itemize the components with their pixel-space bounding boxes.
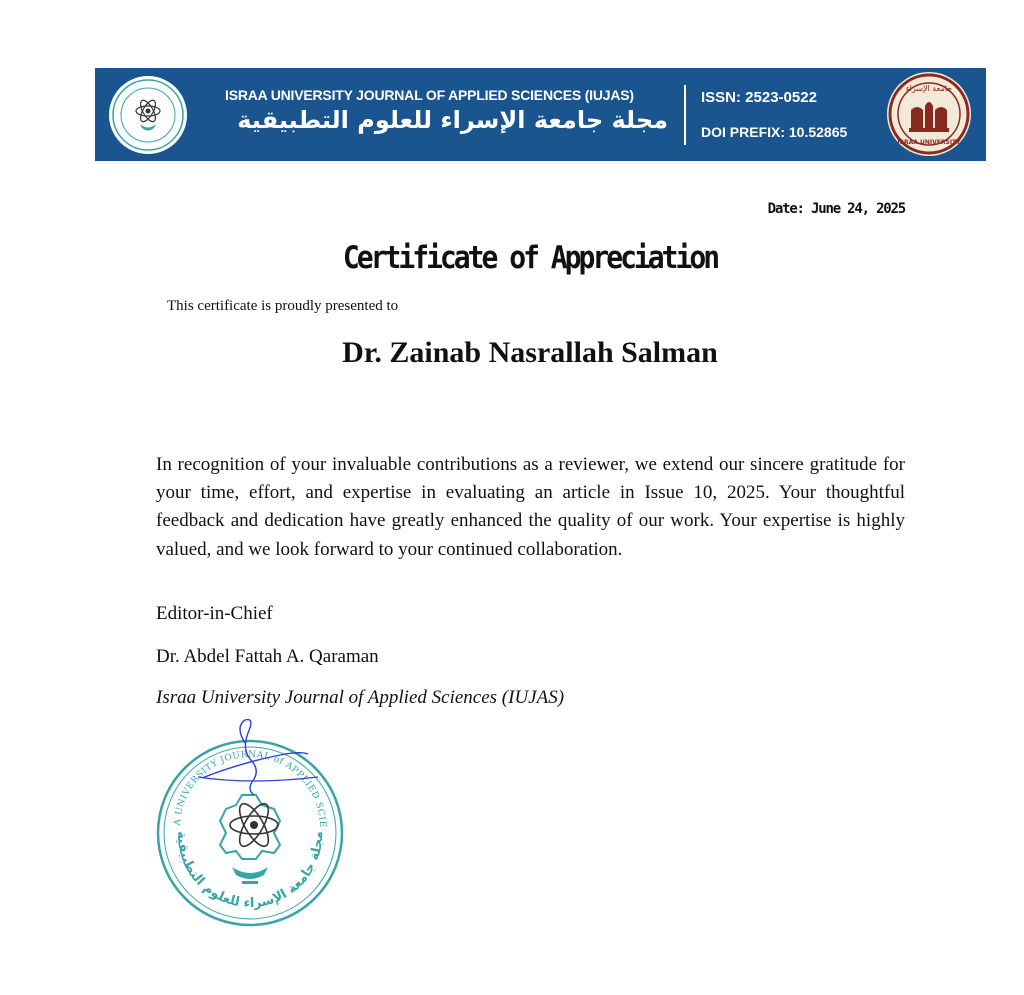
journal-seal-stamp xyxy=(150,715,350,930)
svg-text:ISRAA UNIVERSITY: ISRAA UNIVERSITY xyxy=(897,139,961,146)
svg-text:جامعة الإسراء: جامعة الإسراء xyxy=(905,84,953,93)
svg-text:مجلة جامعة الإسراء للعلوم التط: مجلة جامعة الإسراء للعلوم التطبيقية xyxy=(173,831,327,912)
header-divider xyxy=(684,85,686,145)
editor-name: Dr. Abdel Fattah A. Qaraman xyxy=(156,646,379,667)
certificate-date: Date: June 24, 2025 xyxy=(767,201,905,217)
issn-label: ISSN: 2523-0522 xyxy=(701,89,817,106)
doi-prefix-label: DOI PREFIX: 10.52865 xyxy=(701,124,848,140)
recipient-name: Dr. Zainab Nasrallah Salman xyxy=(342,336,718,369)
appreciation-paragraph: In recognition of your invaluable contributions as a reviewer, we extend our sincere gratitude for your time, effort, and expertise in evaluating an article in Issue 10, 2025. Your thoughtful feedback and dedication have greatly enhanced the quality of our work. Your expertise is highly valued, and we look forward to your continued collaboration. xyxy=(156,454,905,560)
university-logo xyxy=(887,72,971,156)
editor-role: Editor-in-Chief xyxy=(156,603,273,624)
svg-text:ISRAA UNIVERSITY JOURNAL of AP: A UNIVERSITY JOURNAL of APPLIED SCIE xyxy=(172,749,328,829)
journal-header-banner xyxy=(95,68,986,161)
journal-logo xyxy=(109,76,187,154)
journal-title-arabic: مجلة جامعة الإسراء للعلوم التطبيقية xyxy=(237,106,668,134)
presented-to-line: This certificate is proudly presented to xyxy=(167,298,399,314)
certificate-title: Certificate of Appreciation xyxy=(342,239,718,276)
journal-title-english: ISRAA UNIVERSITY JOURNAL OF APPLIED SCIENCES (IUJAS) xyxy=(225,87,634,103)
journal-name: Israa University Journal of Applied Sciences (IUJAS) xyxy=(156,687,565,708)
